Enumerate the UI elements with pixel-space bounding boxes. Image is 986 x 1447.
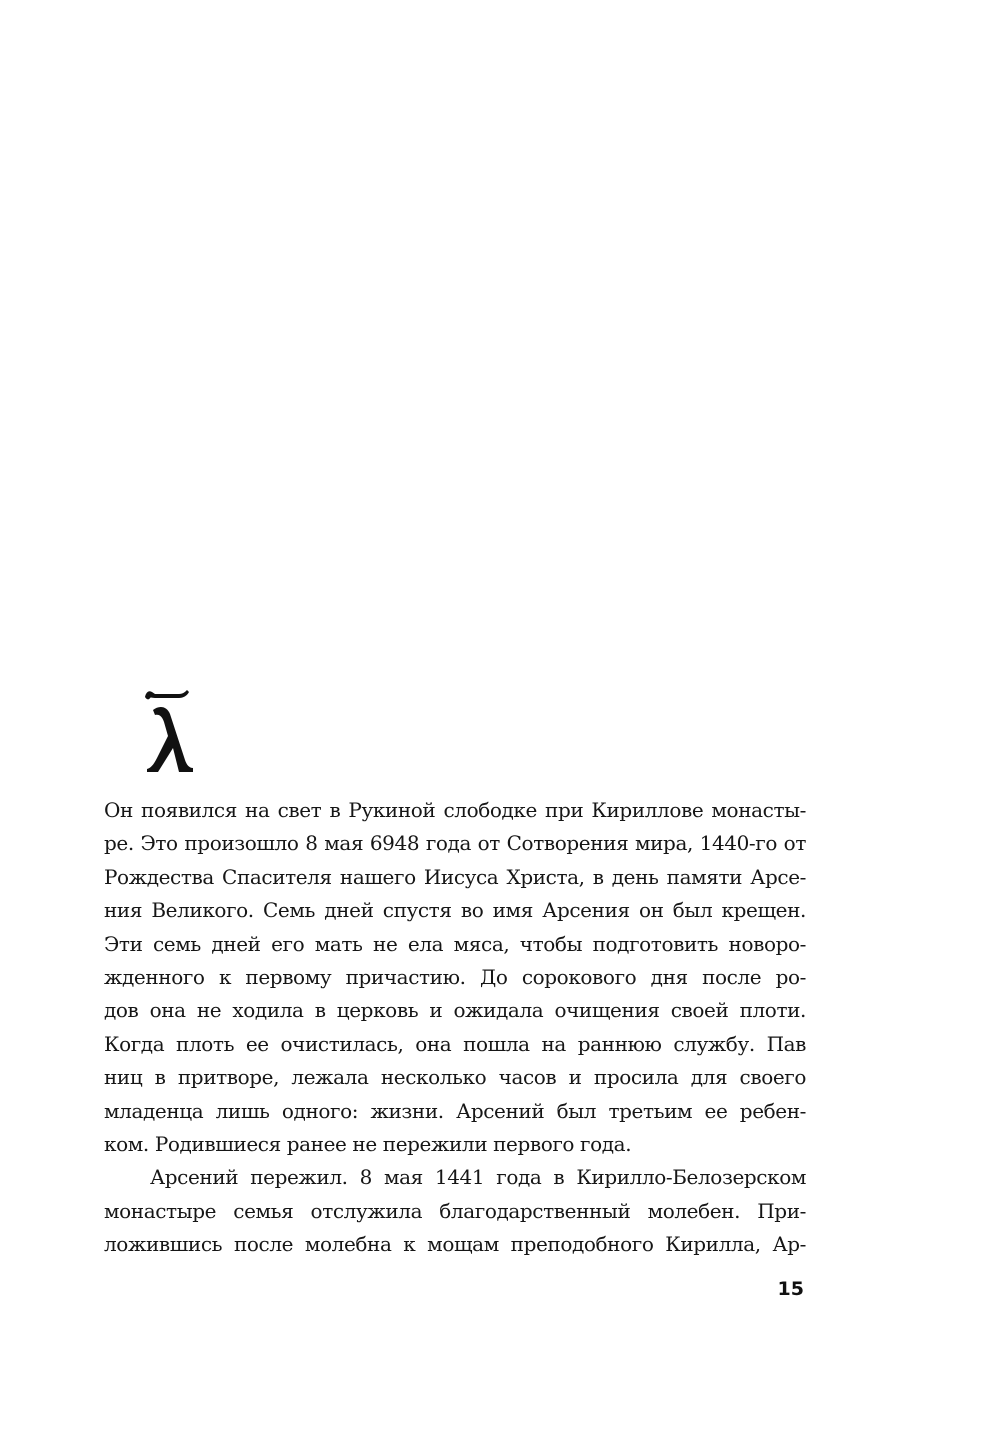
text-line: Арсений пережил. 8 мая 1441 года в Кирилло-Белозерском [150,1165,806,1190]
text-line: ниц в притворе, лежала несколько часов и просила для своего [104,1065,806,1090]
text-line: монастыре семья отслужила благодарственный молебен. При- [104,1198,806,1223]
chapter-numeral-icon [143,684,193,776]
page-number: 15 [777,1278,804,1300]
text-line: Рождества Спасителя нашего Иисуса Христа, в день памяти Арсе- [104,864,806,889]
text-line: Эти семь дней его мать не ела мяса, чтобы подготовить новоро- [104,931,806,956]
text-line: ния Великого. Семь дней спустя во имя Арсения он был крещен. [104,898,806,923]
text-line: жденного к первому причастию. До сорокового дня после ро- [104,965,806,990]
text-line: Когда плоть ее очистилась, она пошла на раннюю службу. Пав [104,1031,806,1056]
text-line: ложившись после молебна к мощам преподобного Кирилла, Ар- [104,1232,806,1257]
text-line: дов она не ходила в церковь и ожидала очищения своей плоти. [104,998,806,1023]
text-line: Он появился на свет в Рукиной слободке при Кириллове монасты- [104,798,806,822]
text-line: ре. Это произошло 8 мая 6948 года от Сотворения мира, 1440-го от [104,831,806,856]
text-line: ком. Родившиеся ранее не пережили первого года. [104,1132,632,1157]
text-line: младенца лишь одного: жизни. Арсений был третьим ее ребен- [104,1098,806,1123]
chapter-body-text [104,794,806,1262]
